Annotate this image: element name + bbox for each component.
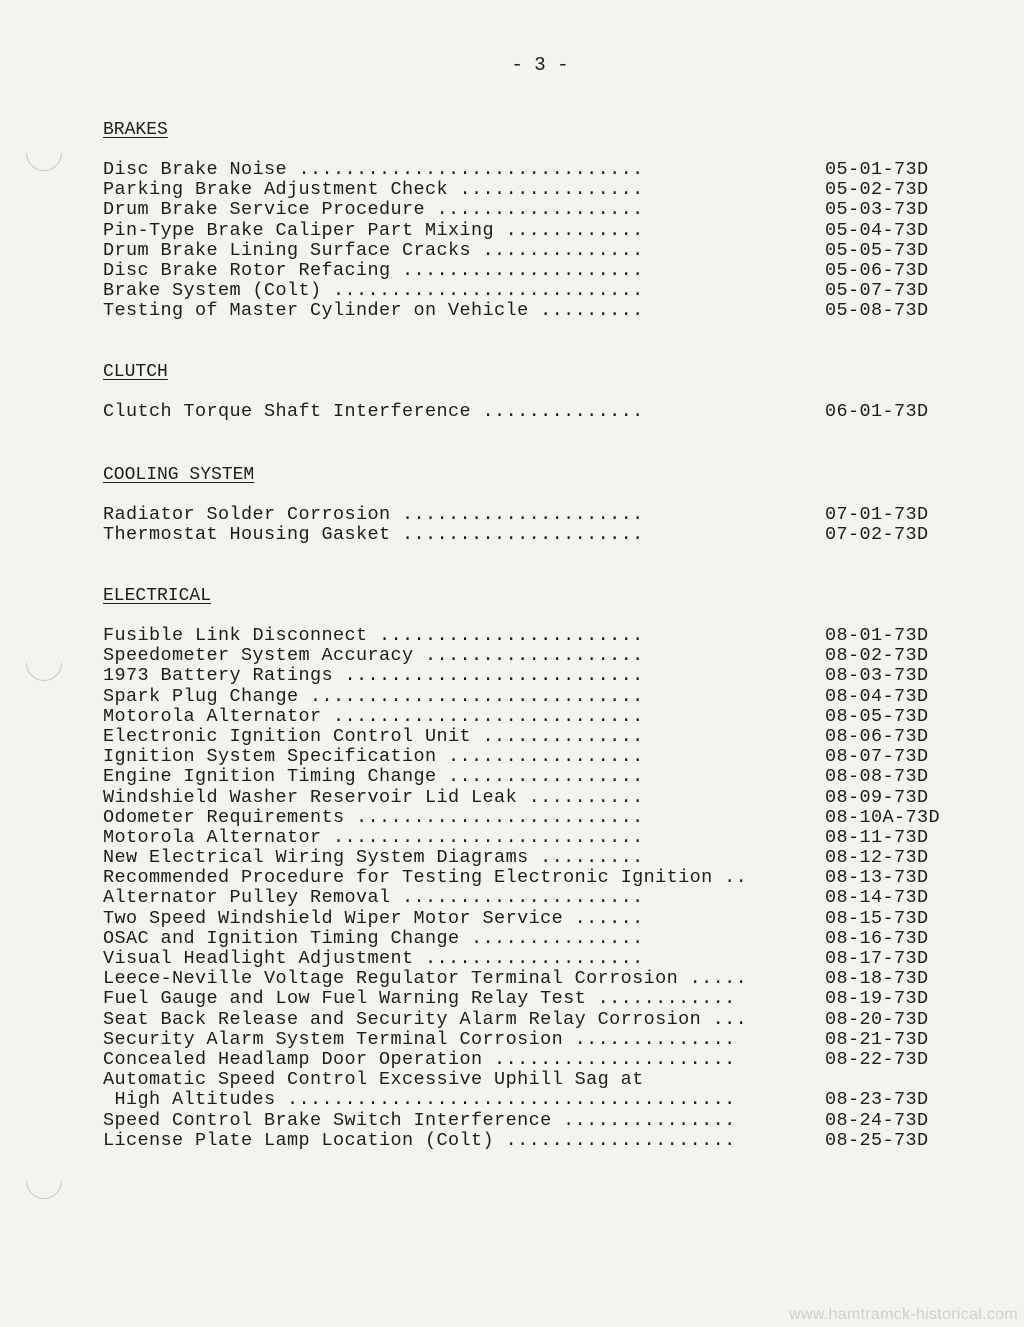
entry-title: Brake System (Colt) ...........................	[103, 280, 644, 302]
bulletin-entry	[103, 646, 963, 666]
bulletin-entry	[103, 666, 963, 686]
punch-hole-mark	[19, 1156, 70, 1207]
section-electrical	[103, 586, 963, 1151]
bulletin-number: 06-01-73D	[825, 401, 929, 422]
bulletin-entry	[103, 969, 963, 989]
bulletin-number: 05-07-73D	[825, 280, 929, 302]
section-heading: COOLING SYSTEM	[103, 465, 255, 485]
bulletin-entry	[103, 989, 963, 1009]
section-clutch	[103, 362, 963, 422]
bulletin-number: 08-06-73D	[825, 725, 929, 747]
entry-title: Fusible Link Disconnect .......................	[103, 625, 644, 646]
bulletin-entry	[103, 301, 963, 321]
entry-title: High Altitudes .......................................	[103, 1089, 736, 1111]
bulletin-entry	[103, 808, 963, 828]
bulletin-entry	[103, 747, 963, 767]
bulletin-number: 08-22-73D	[825, 1048, 929, 1070]
page-number: - 3 -	[511, 54, 569, 76]
bulletin-entry	[103, 1111, 963, 1131]
bulletin-number: 08-02-73D	[825, 645, 929, 667]
section-cooling-system	[103, 465, 963, 545]
entry-list	[103, 505, 963, 545]
bulletin-number: 07-01-73D	[825, 504, 929, 525]
punch-hole-mark	[19, 128, 70, 179]
entry-list	[103, 402, 963, 422]
entry-title: Security Alarm System Terminal Corrosion ..............	[103, 1028, 736, 1050]
punch-hole-mark	[19, 638, 70, 689]
bulletin-number: 08-18-73D	[825, 968, 929, 990]
bulletin-entry	[103, 949, 963, 969]
bulletin-entry	[103, 687, 963, 707]
bulletin-number: 08-11-73D	[825, 826, 929, 848]
entry-title: Windshield Washer Reservoir Lid Leak ..........	[103, 786, 644, 808]
entry-title: Electronic Ignition Control Unit ..............	[103, 725, 644, 747]
entry-title: Radiator Solder Corrosion .....................	[103, 504, 644, 525]
bulletin-number: 08-07-73D	[825, 746, 929, 768]
bulletin-entry	[103, 160, 963, 180]
bulletin-number: 05-01-73D	[825, 159, 929, 180]
entry-title: Engine Ignition Timing Change .................	[103, 766, 644, 788]
watermark: www.hamtramck-historical.com	[789, 1306, 1018, 1323]
bulletin-entry	[103, 180, 963, 200]
bulletin-entry	[103, 1050, 963, 1070]
bulletin-entry	[103, 200, 963, 220]
bulletin-number: 08-23-73D	[825, 1089, 929, 1111]
bulletin-entry	[103, 1010, 963, 1030]
bulletin-entry	[103, 909, 963, 929]
bulletin-entry	[103, 402, 963, 422]
bulletin-number: 05-02-73D	[825, 179, 929, 201]
bulletin-number: 08-16-73D	[825, 927, 929, 949]
entry-title: Drum Brake Service Procedure ..................	[103, 199, 644, 221]
entry-title: Concealed Headlamp Door Operation .....................	[103, 1048, 736, 1070]
bulletin-entry	[103, 525, 963, 545]
entry-title: Disc Brake Noise ..............................	[103, 159, 644, 180]
bulletin-entry	[103, 221, 963, 241]
section-heading: BRAKES	[103, 120, 168, 140]
entry-title: Clutch Torque Shaft Interference ..............	[103, 401, 644, 422]
entry-title: New Electrical Wiring System Diagrams .........	[103, 847, 644, 869]
entry-list	[103, 626, 963, 1151]
entry-title: Pin-Type Brake Caliper Part Mixing ............	[103, 219, 644, 241]
bulletin-number: 08-13-73D	[825, 867, 929, 889]
entry-title: Leece-Neville Voltage Regulator Terminal Corrosion .....	[103, 968, 748, 990]
bulletin-entry	[103, 767, 963, 787]
bulletin-number: 05-06-73D	[825, 259, 929, 281]
bulletin-entry	[103, 727, 963, 747]
bulletin-number: 08-19-73D	[825, 988, 929, 1010]
bulletin-entry	[103, 281, 963, 301]
bulletin-entry	[103, 929, 963, 949]
bulletin-entry	[103, 788, 963, 808]
bulletin-entry	[103, 828, 963, 848]
bulletin-entry	[103, 1070, 963, 1090]
bulletin-entry	[103, 1131, 963, 1151]
entry-title: License Plate Lamp Location (Colt) ....................	[103, 1129, 736, 1151]
bulletin-entry	[103, 707, 963, 727]
section-heading: ELECTRICAL	[103, 586, 212, 606]
bulletin-entry	[103, 626, 963, 646]
entry-title: 1973 Battery Ratings ..........................	[103, 665, 644, 687]
entry-list	[103, 160, 963, 322]
bulletin-entry	[103, 1030, 963, 1050]
entry-title: Alternator Pulley Removal .....................	[103, 887, 644, 909]
bulletin-number: 05-05-73D	[825, 239, 929, 261]
entry-title: Motorola Alternator ...........................	[103, 826, 644, 848]
bulletin-number: 08-20-73D	[825, 1008, 929, 1030]
entry-title: Odometer Requirements .........................	[103, 806, 644, 828]
bulletin-number: 08-24-73D	[825, 1109, 929, 1131]
entry-title: Disc Brake Rotor Refacing .....................	[103, 259, 644, 281]
bulletin-number: 05-08-73D	[825, 300, 929, 322]
bulletin-number: 05-04-73D	[825, 219, 929, 241]
entry-title: Automatic Speed Control Excessive Uphill Sag at	[103, 1069, 644, 1091]
entry-title: Visual Headlight Adjustment ...................	[103, 948, 644, 969]
bulletin-number: 08-12-73D	[825, 847, 929, 869]
bulletin-number: 08-17-73D	[825, 948, 929, 969]
section-heading: CLUTCH	[103, 362, 168, 382]
entry-title: OSAC and Ignition Timing Change ...............	[103, 927, 644, 949]
entry-title: Two Speed Windshield Wiper Motor Service ......	[103, 907, 644, 929]
bulletin-number: 08-25-73D	[825, 1129, 929, 1151]
entry-title: Seat Back Release and Security Alarm Relay Corrosion ...	[103, 1008, 748, 1030]
entry-title: Parking Brake Adjustment Check ................	[103, 179, 644, 201]
entry-title: Ignition System Specification .................	[103, 746, 644, 768]
bulletin-number: 08-15-73D	[825, 907, 929, 929]
bulletin-number: 05-03-73D	[825, 199, 929, 221]
bulletin-number: 08-21-73D	[825, 1028, 929, 1050]
entry-title: Thermostat Housing Gasket .....................	[103, 524, 644, 546]
bulletin-number: 08-03-73D	[825, 665, 929, 687]
entry-title: Drum Brake Lining Surface Cracks ..............	[103, 239, 644, 261]
bulletin-number: 07-02-73D	[825, 524, 929, 546]
bulletin-number: 08-05-73D	[825, 705, 929, 727]
bulletin-entry	[103, 848, 963, 868]
bulletin-entry	[103, 868, 963, 888]
bulletin-entry	[103, 241, 963, 261]
section-brakes	[103, 120, 963, 322]
entry-title: Recommended Procedure for Testing Electronic Ignition ..	[103, 867, 748, 889]
bulletin-number: 08-09-73D	[825, 786, 929, 808]
entry-title: Testing of Master Cylinder on Vehicle .........	[103, 300, 644, 322]
bulletin-entry	[103, 261, 963, 281]
entry-title: Spark Plug Change .............................	[103, 685, 644, 707]
bulletin-number: 08-01-73D	[825, 625, 929, 646]
bulletin-entry	[103, 888, 963, 908]
entry-title: Speedometer System Accuracy ...................	[103, 645, 644, 667]
entry-title: Motorola Alternator ...........................	[103, 705, 644, 727]
bulletin-number: 08-14-73D	[825, 887, 929, 909]
bulletin-number: 08-08-73D	[825, 766, 929, 788]
entry-title: Speed Control Brake Switch Interference ...............	[103, 1109, 736, 1131]
bulletin-number: 08-04-73D	[825, 685, 929, 707]
entry-title: Fuel Gauge and Low Fuel Warning Relay Test ............	[103, 988, 736, 1010]
bulletin-entry	[103, 505, 963, 525]
bulletin-number: 08-10A-73D	[825, 806, 941, 828]
bulletin-entry	[103, 1090, 963, 1110]
